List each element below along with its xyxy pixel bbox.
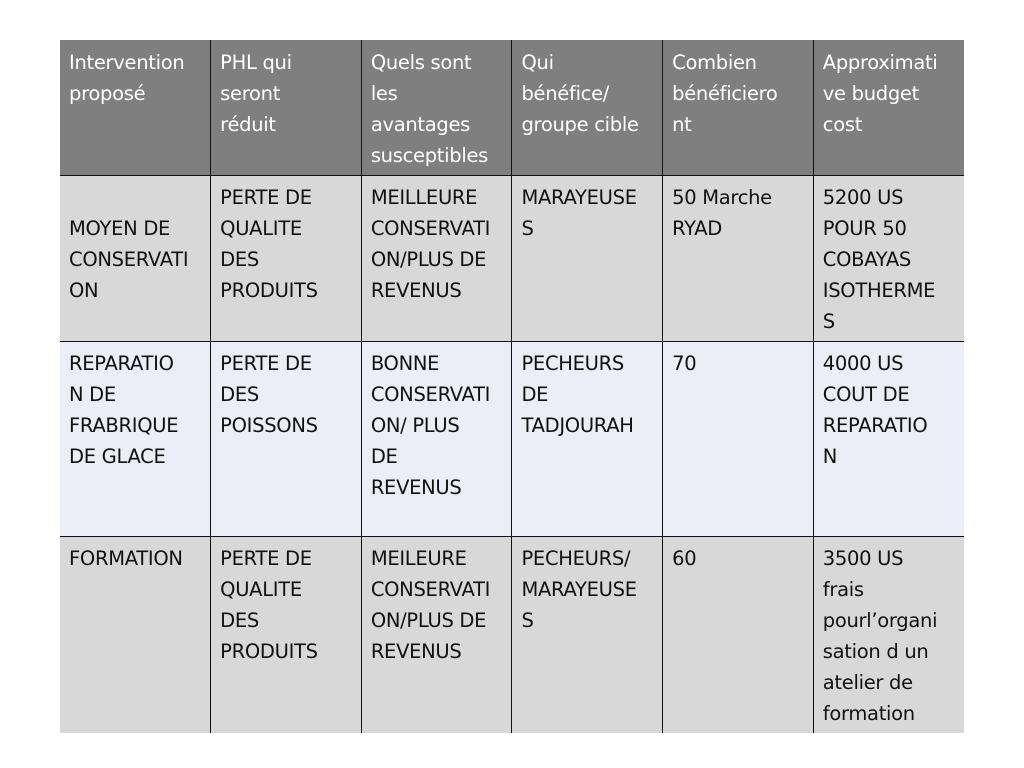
table-cell-budget [813, 176, 964, 342]
cell-text: REPARATIO N DE FRABRIQUE DE GLACE [69, 352, 179, 468]
header-label: PHL qui seront réduit [220, 51, 292, 136]
table-cell-budget [813, 537, 964, 734]
intervention-table-container [60, 40, 964, 733]
table-cell-combien [663, 342, 814, 537]
cell-text: BONNE CONSERVATI ON/ PLUS DE REVENUS [370, 352, 491, 499]
table-cell-intervention [60, 176, 211, 342]
table-body [60, 176, 964, 734]
table-cell-phl [211, 176, 362, 342]
table-cell-phl [211, 537, 362, 734]
cell-text: MEILLEURE CONSERVATI ON/PLUS DE REVENUS [370, 186, 491, 302]
cell-text: MOYEN DE CONSERVATI ON [69, 217, 189, 302]
table-cell-budget [813, 342, 964, 537]
table-header [60, 40, 964, 176]
table-cell-avantages [361, 342, 512, 537]
table-cell-intervention [60, 537, 211, 734]
table-cell-avantages [361, 176, 512, 342]
header-label: Qui bénéfice/ groupe cible [521, 51, 639, 136]
table-cell-intervention [60, 342, 211, 537]
cell-text: MARAYEUSE S [521, 186, 637, 240]
table-cell-combien [663, 537, 814, 734]
cell-text: 50 Marche RYAD [672, 186, 772, 240]
cell-text: PERTE DE DES POISSONS [220, 352, 318, 437]
table-cell-phl [211, 342, 362, 537]
header-combien [663, 40, 814, 176]
cell-text: PECHEURS/ MARAYEUSE S [521, 547, 637, 632]
header-row [60, 40, 964, 176]
header-intervention [60, 40, 211, 176]
header-budget [813, 40, 964, 176]
cell-text: 60 [672, 547, 697, 570]
cell-text: PERTE DE QUALITE DES PRODUITS [220, 186, 318, 302]
cell-text: 5200 US POUR 50 COBAYAS ISOTHERME S [822, 186, 936, 333]
cell-text: FORMATION [69, 547, 183, 570]
table-row [60, 176, 964, 342]
table-cell-beneficiaires [512, 176, 663, 342]
table-row [60, 342, 964, 537]
intervention-table [60, 40, 964, 733]
cell-text: PECHEURS DE TADJOURAH [521, 352, 634, 437]
header-beneficiaires [512, 40, 663, 176]
cell-text: 70 [672, 352, 697, 375]
header-label: Quels sont les avantages susceptibles [370, 51, 489, 167]
header-label: Intervention proposé [69, 51, 185, 105]
header-label: Approximati ve budget cost [822, 51, 938, 136]
table-cell-beneficiaires [512, 342, 663, 537]
table-cell-avantages [361, 537, 512, 734]
header-phl [211, 40, 362, 176]
header-label: Combien bénéficiero nt [672, 51, 778, 136]
table-cell-combien [663, 176, 814, 342]
cell-text: PERTE DE QUALITE DES PRODUITS [220, 547, 318, 663]
table-cell-beneficiaires [512, 537, 663, 734]
cell-text: 3500 US frais pourl’organi sation d un atelier de formation [822, 547, 938, 725]
table-row [60, 537, 964, 734]
header-avantages [361, 40, 512, 176]
cell-text: 4000 US COUT DE REPARATIO N [822, 352, 928, 468]
cell-text: MEILEURE CONSERVATI ON/PLUS DE REVENUS [370, 547, 491, 663]
